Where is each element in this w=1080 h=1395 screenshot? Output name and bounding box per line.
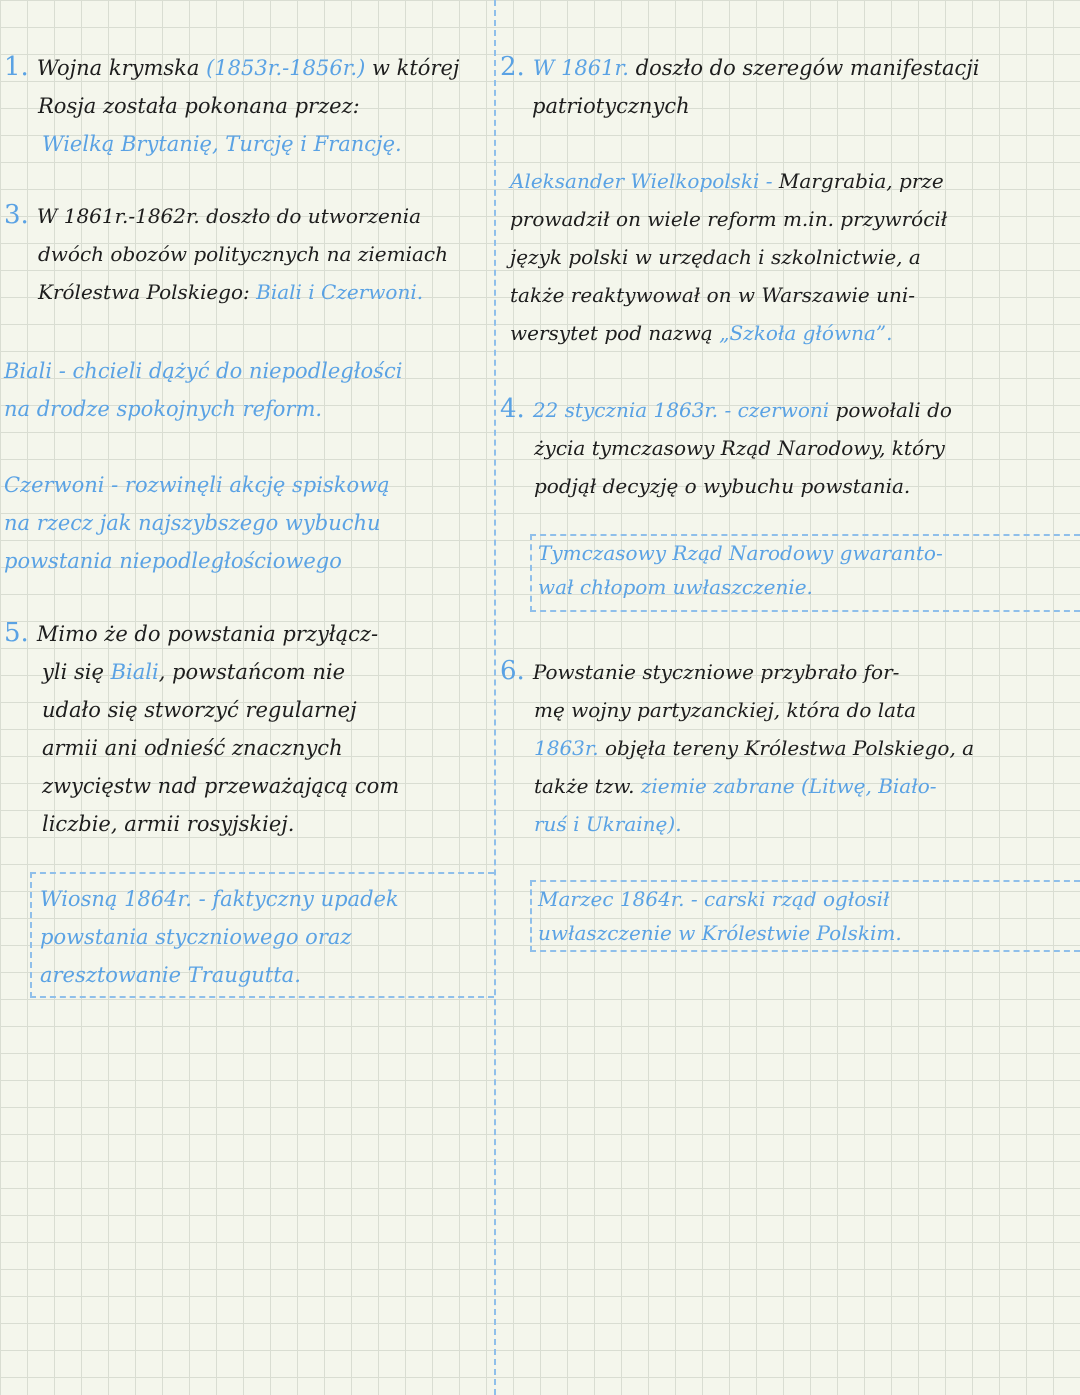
note-number: 3. — [4, 200, 29, 230]
note-wiosna: Wiosną 1864r. - faktyczny upadek powstania styczniowego oraz aresztowanie Traugutta. — [40, 887, 399, 987]
note-wielopolski: Aleksander Wielkopolski - Margrabia, prze prowadził on wiele reform m.in. przywrócił język polski w urzędach i szkolnictwie, a także reaktywował on w Warszawie uni- wersytet pod nazwą „Szkoła główna”. — [510, 169, 948, 345]
note-czerwoni: Czerwoni - rozwinęli akcję spiskową na rzecz jak najszybszego wybuchu powstania niepodległościowego — [4, 473, 390, 573]
note-4: 4. 22 stycznia 1863r. - czerwoni powołali do życia tymczasowy Rząd Narodowy, który podjął decyzję o wybuchu powstania. — [500, 394, 952, 498]
note-biali: Biali - chcieli dążyć do niepodległości na drodze spokojnych reform. — [4, 359, 403, 421]
note-marzec: Marzec 1864r. - carski rząd ogłosił uwłaszczenie w Królestwie Polskim. — [538, 887, 902, 945]
note-3: 3. W 1861r.-1862r. doszło do utworzenia dwóch obozów politycznych na ziemiach Królestwa Polskiego: Biali i Czerwoni. — [4, 200, 448, 304]
note-5: 5. Mimo że do powstania przyłącz- yli się Biali, powstańcom nie udało się stworzyć regularnej armii ani odnieść znacznych zwycięstw nad przeważającą com liczbie, armii rosyjskiej. — [4, 618, 400, 836]
note-number: 4. — [500, 394, 525, 424]
note-number: 6. — [500, 656, 525, 686]
note-number: 1. — [4, 52, 29, 82]
note-6: 6. Powstanie styczniowe przybrało for- mę wojny partyzanckiej, która do lata 1863r. objęła tereny Królestwa Polskiego, a także tzw. ziemie zabrane (Litwę, Biało- ruś i Ukrainę). — [500, 656, 975, 836]
note-2: 2. W 1861r. doszło do szeregów manifestacji patriotycznych — [500, 52, 980, 118]
note-number: 5. — [4, 618, 29, 648]
note-1: 1. Wojna krymska (1853r.-1856r.) w której Rosja została pokonana przez: Wielką Brytanię, Turcję i Francję. — [4, 52, 460, 156]
note-rzad: Tymczasowy Rząd Narodowy gwaranto- wał chłopom uwłaszczenie. — [538, 541, 943, 599]
note-number: 2. — [500, 52, 525, 82]
column-divider — [494, 0, 496, 1395]
